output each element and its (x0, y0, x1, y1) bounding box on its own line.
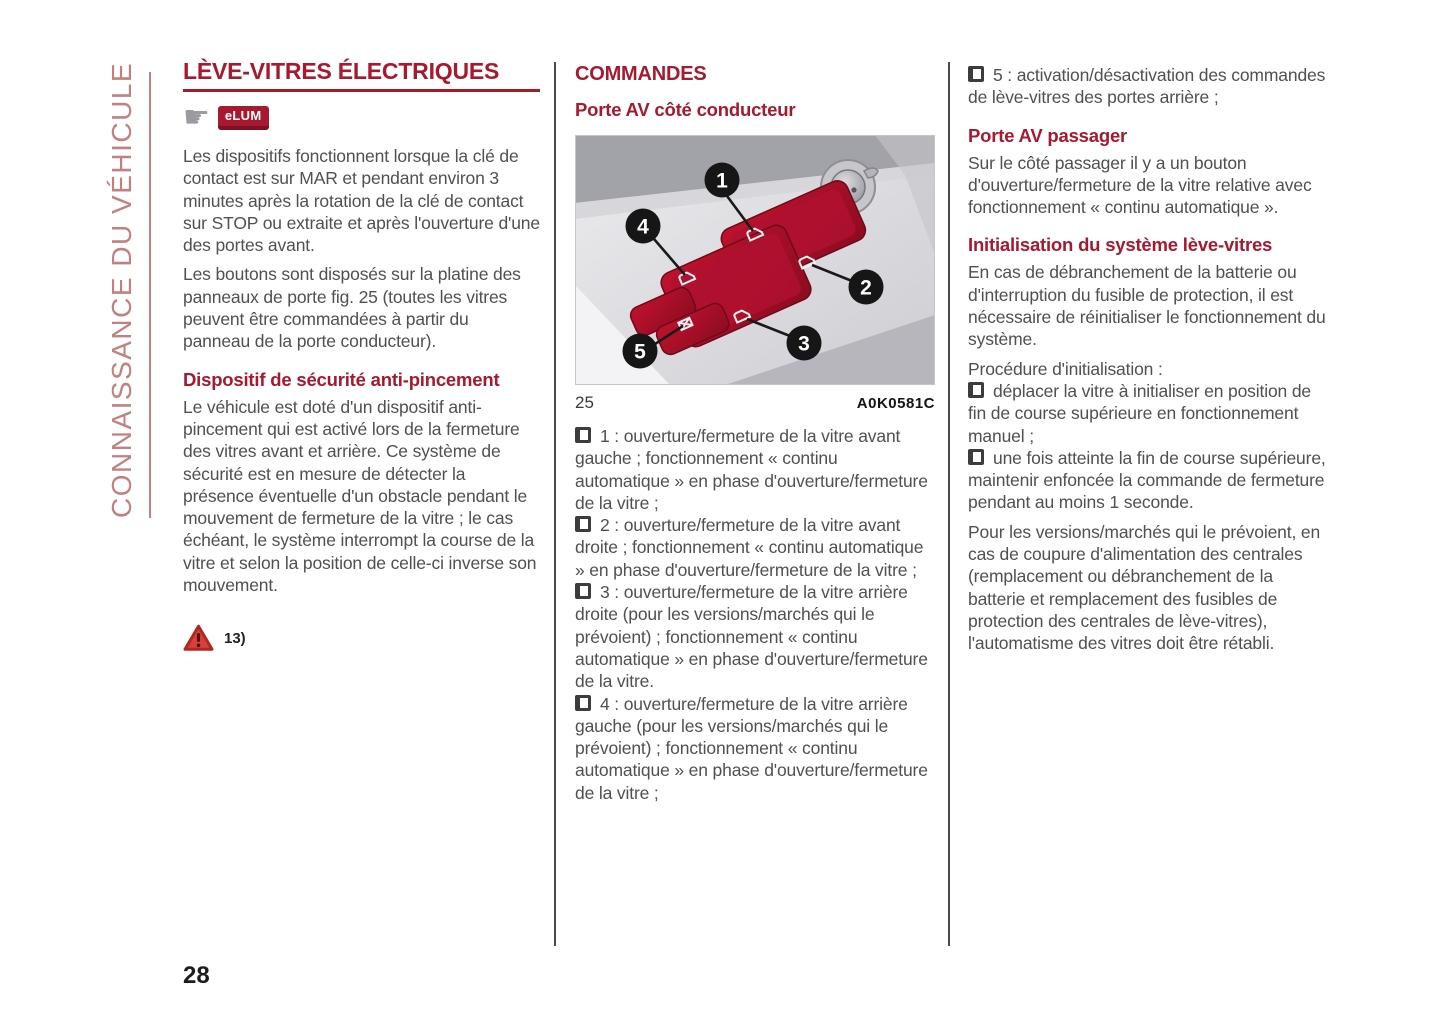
square-bullet-icon (968, 382, 984, 398)
elum-label: eLUM (224, 108, 262, 123)
warning-row (183, 624, 540, 652)
list-item-5 (968, 64, 1330, 109)
switch-list (575, 425, 935, 804)
column-2 (575, 58, 935, 804)
list-item-3 (575, 581, 935, 692)
callout-2 (849, 270, 884, 305)
subhead-initialisation: Initialisation du système lève-vitres (968, 234, 1273, 256)
subhead-passenger-door: Porte AV passager (968, 124, 1128, 146)
list-item-4-text: 4 : ouverture/fermeture de la vitre arrière gauche (pour les versions/marchés qui le prévoient) ; fonctionnement « continu automatique » en phase d'ouverture/fermeture de la vitre ; (575, 693, 928, 803)
svg-text:1: 1 (716, 169, 728, 193)
paragraph-versions: Pour les versions/marchés qui le prévoient, en cas de coupure d'alimentation des centrales (remplacement ou débranchement de la batterie et remplacement des fusibles de protection des centrales de lève-vitres), l'automatisme des vitres doit être rétabli. (968, 521, 1321, 654)
column-3 (968, 58, 1330, 655)
subhead-anti-pinch: Dispositif de sécurité anti-pincement (183, 368, 500, 390)
column-separator-1 (554, 62, 556, 946)
procedure-step-1 (968, 380, 1330, 447)
svg-text:2: 2 (860, 276, 872, 300)
paragraph-anti-pinch: Le véhicule est doté d'un dispositif anti-pincement qui est activé lors de la fermeture des vitres avant et arrière. Ce système de sécurité est en mesure de détecter la présence éventuelle d'un obstacle pendant le mouvement de fermeture de la vitre ; le cas échéant, le système interrompt la course de la vitre et selon la position de celle-ci inverse son mouvement. (183, 396, 537, 596)
paragraph-buttons: Les boutons sont disposés sur la platine des panneaux de porte fig. 25 (toutes les vitres peuvent être commandées à partir du panneau de la porte conducteur). (183, 264, 521, 352)
figure-number: 25 (575, 393, 594, 412)
elum-badge-icon (218, 106, 269, 130)
square-bullet-icon (968, 449, 984, 465)
list-item-1 (575, 425, 935, 514)
square-bullet-icon (575, 583, 591, 599)
sidebar-section-label: CONNAISSANCE DU VÉHICULE (106, 61, 137, 518)
warning-note-ref: 13) (224, 629, 246, 647)
paragraph-battery: En cas de débranchement de la batterie ou d'interruption du fusible de protection, il est nécessaire de réinitialiser le fonctionnement du système. (968, 262, 1326, 350)
paragraph-devices: Les dispositifs fonctionnent lorsque la clé de contact est sur MAR et pendant environ 3 minutes après la rotation de la clé de contact sur STOP ou extraite et après l'ouverture d'une des portes avant. (183, 146, 540, 256)
warning-triangle-icon (183, 624, 214, 652)
column-1 (183, 58, 540, 652)
square-bullet-icon (575, 695, 591, 711)
list-item-3-text: 3 : ouverture/fermeture de la vitre arrière droite (pour les versions/marchés qui le prévoient) ; fonctionnement « continu automatique » en phase d'ouverture/fermeture de la vitre. (575, 582, 928, 692)
sidebar-rule (149, 72, 151, 518)
page-number: 28 (183, 962, 210, 989)
column-separator-2 (948, 62, 950, 946)
list-item-4 (575, 693, 935, 804)
procedure-step-2-text: une fois atteinte la fin de course supérieure, maintenir enfoncée la commande de fermeture pendant au moins 1 seconde. (968, 447, 1326, 513)
elum-row (183, 103, 540, 133)
square-bullet-icon (575, 516, 591, 532)
paragraph-passenger: Sur le côté passager il y a un bouton d'ouverture/fermeture de la vitre relative avec fonctionnement « continu automatique ». (968, 152, 1312, 218)
square-bullet-icon (575, 427, 591, 443)
subhead-driver-door: Porte AV côté conducteur (575, 99, 796, 120)
square-bullet-icon (968, 66, 984, 82)
procedure-step-2 (968, 447, 1330, 514)
paragraph-procedure: Procédure d'initialisation : (968, 358, 1163, 379)
figure-caption (575, 393, 935, 413)
callout-4 (626, 209, 661, 244)
list-item-2-text: 2 : ouverture/fermeture de la vitre avant droite ; fonctionnement « continu automatique » en phase d'ouverture/fermeture de la vitre ; (575, 515, 924, 580)
section-commandes: COMMANDES (575, 63, 707, 85)
list-item-1-text: 1 : ouverture/fermeture de la vitre avant gauche ; fonctionnement « continu automatique » en phase d'ouverture/fermeture de la vitre ; (575, 426, 928, 513)
callout-3 (787, 326, 822, 361)
svg-text:3: 3 (798, 332, 810, 356)
list-item-5-text: 5 : activation/désactivation des commandes de lève-vitres des portes arrière ; (968, 65, 1326, 108)
figure-door-panel (575, 135, 935, 413)
callout-1 (705, 163, 740, 198)
door-panel-photo (575, 135, 935, 385)
list-item-2 (575, 514, 935, 581)
svg-text:5: 5 (634, 340, 646, 364)
svg-text:4: 4 (637, 215, 649, 239)
callout-5 (623, 334, 658, 369)
page-title: LÈVE-VITRES ÉLECTRIQUES (183, 58, 540, 92)
hand-pointer-icon: ☛ (183, 101, 210, 134)
procedure-step-1-text: déplacer la vitre à initialiser en position de fin de course supérieure en fonctionnement manuel ; (968, 380, 1312, 446)
figure-code: A0K0581C (856, 395, 935, 412)
